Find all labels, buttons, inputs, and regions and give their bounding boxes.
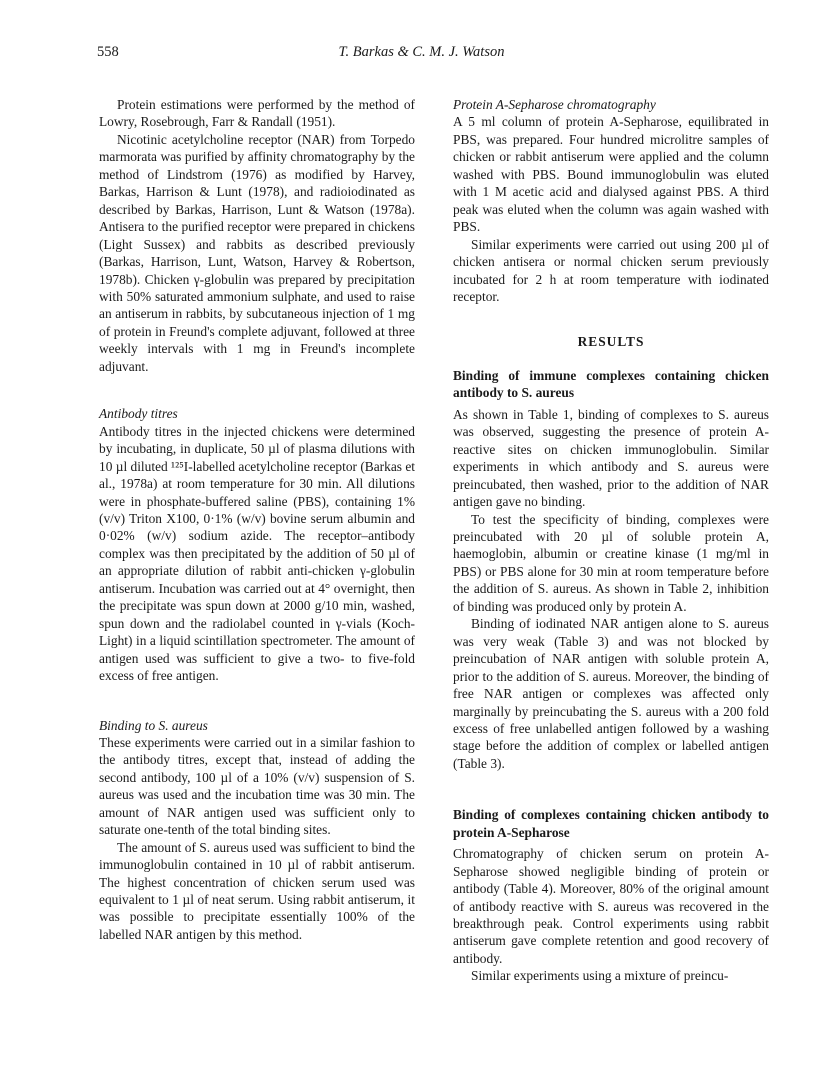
subheading-binding-s-aureus: Binding to S. aureus <box>99 717 208 733</box>
paragraph: Nicotinic acetylcholine receptor (NAR) from Torpedo marmorata was purified by affinity chromatography by the method of Lindstrom (1976) as modified by Harvey, Barkas, Harrison & Lunt (1978), and radioiodinated as described by Barkas, Harrison, Lunt & Watson (1978a). Antisera to the purified receptor were prepared in chickens (Light Sussex) and rabbits as described previously (Barkas, Harrison, Lunt, Watson, Harvey & Robertson, 1978b). Chicken γ-globulin was prepared by precipitation with 50% saturated ammonium sulphate, and used to raise an antiserum in rabbits, by subcutaneous injection of 1 mg of protein in Freund's complete adjuvant, followed at three weekly intervals with 1 mg in Freund's incomplete adjuvant. <box>99 131 415 374</box>
paragraph: Binding of iodinated NAR antigen alone to S. aureus was very weak (Table 3) and was not blocked by preincubation of NAR antigen with soluble protein A, prior to the addition of S. aureus. Moreover, the binding of free NAR antigen or complexes was affected only marginally by preincubating the S. aureus with a 200 fold excess of free unlabelled antigen followed by a washing stage before the addition of complex or labelled antigen (Table 3). <box>453 616 769 771</box>
page-header <box>97 44 746 64</box>
results-heading: RESULTS <box>577 334 645 350</box>
paragraph: Similar experiments were carried out using 200 µl of chicken antisera or normal chicken serum previously incubated for 2 h at room temperature with iodinated receptor. <box>453 236 769 304</box>
paragraph: To test the specificity of binding, complexes were preincubated with 20 µl of soluble protein A, haemoglobin, albumin or creatine kinase (1 mg/ml in PBS) or PBS alone for 30 min at room temperature before the addition of S. aureus. As shown in Table 2, inhibition of binding was produced only by protein A. <box>453 511 769 614</box>
subheading-protein-a-chromatography: Protein A-Sepharose chromatography <box>453 97 656 112</box>
paragraph: These experiments were carried out in a similar fashion to the antibody titres, except that, instead of adding the second antibody, 100 µl of a 10% (v/v) suspension of S. aureus was used and the incubation time was 30 min. The amount of NAR antigen used was sufficient only to saturate one-tenth of the total binding sites. <box>99 734 415 838</box>
subheading-antibody-titres: Antibody titres <box>99 406 178 422</box>
left-column <box>99 96 415 943</box>
section-heading-protein-a-sepharose: Binding of complexes containing chicken antibody to protein A-Sepharose <box>453 807 769 840</box>
paragraph: A 5 ml column of protein A-Sepharose, equilibrated in PBS, was prepared. Four hundred microlitre samples of chicken or rabbit antiserum were applied and the column washed with PBS. Bound immunoglobulin was eluted with 1 M acetic acid and dialysed against PBS. A third peak was eluted when the column was again washed with PBS. <box>453 114 769 235</box>
paragraph: The amount of S. aureus used was sufficient to bind the immunoglobulin contained in 10 µl of rabbit antiserum. The highest concentration of chicken serum used was equivalent to 1 µl of neat serum. Using rabbit antiserum, it was possible to precipitate essentially 100% of the labelled NAR antigen by this method. <box>99 839 415 942</box>
paragraph: Chromatography of chicken serum on protein A-Sepharose showed negligible binding of protein or antibody (Table 4). Moreover, 80% of the original amount of antibody reactive with S. aureus was recovered in the breakthrough peak. Control experiments using rabbit antiserum gave complete retention and good recovery of antibody. <box>453 846 769 966</box>
page-number: 558 <box>97 44 119 60</box>
running-title: T. Barkas & C. M. J. Watson <box>338 44 505 60</box>
paragraph: Protein estimations were performed by the method of Lowry, Rosebrough, Farr & Randall (1951). <box>99 97 415 130</box>
paragraph: As shown in Table 1, binding of complexes to S. aureus was observed, suggesting the presence of protein A-reactive sites on chicken immunoglobulin. Similar experiments in which antibody and S. aureus were preincubated, then washed, prior to the addition of NAR antigen gave no binding. <box>453 406 769 510</box>
paragraph: Antibody titres in the injected chickens were determined by incubating, in duplicate, 50 µl of plasma dilutions with 10 µl diluted ¹²⁵I-labelled acetylcholine receptor (Barkas et al., 1978a) at room temperature for 30 min. All dilutions were in phosphate-buffered saline (PBS), containing 1% (v/v) Triton X100, 0·1% (w/v) bovine serum albumin and 0·02% (w/v) sodium azide. The receptor–antibody complex was then precipitated by the addition of 50 µl of an appropriate dilution of rabbit anti-chicken γ-globulin antiserum. Incubation was carried out at 4° overnight, then the precipitate was spun down at 2000 g/10 min, washed, spun down and the radiolabel counted in γ-vials (Koch-Light) in a liquid scintillation spectrometer. The amount of antigen used was sufficient to give a two- to five-fold excess of free antigen. <box>99 423 415 684</box>
paragraph: Similar experiments using a mixture of preincu- <box>471 968 729 984</box>
section-heading-immune-complexes: Binding of immune complexes containing chicken antibody to S. aureus <box>453 367 769 401</box>
right-column <box>453 96 769 985</box>
